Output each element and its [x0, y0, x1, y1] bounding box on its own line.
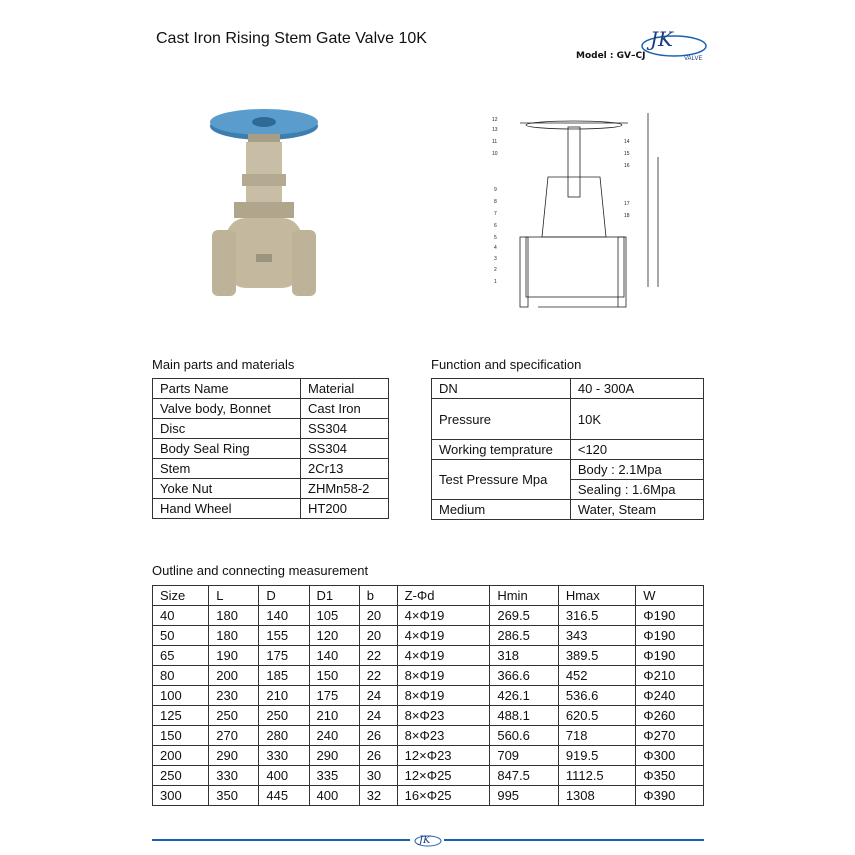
drawing-label: 18: [624, 213, 630, 219]
table-cell: 30: [359, 766, 397, 786]
table-cell: <120: [570, 440, 703, 460]
table-cell: Φ240: [636, 686, 704, 706]
table-cell: Valve body, Bonnet: [153, 399, 301, 419]
drawing-label: 5: [494, 235, 497, 241]
table-cell: 50: [153, 626, 209, 646]
table-cell: 290: [309, 746, 359, 766]
footer-logo-text: JK: [419, 835, 431, 846]
table-cell: 2Cr13: [301, 459, 389, 479]
header-cell: Z-Φd: [397, 586, 490, 606]
table-cell: 26: [359, 746, 397, 766]
drawing-label: 1: [494, 279, 497, 285]
table-row: [153, 439, 389, 459]
table-cell: 175: [309, 686, 359, 706]
table-cell: 8×Φ19: [397, 686, 490, 706]
header-cell: W: [636, 586, 704, 606]
table-cell: 8×Φ23: [397, 706, 490, 726]
table-cell: 140: [309, 646, 359, 666]
drawing-label: 13: [492, 127, 498, 133]
valve-photo: [196, 104, 331, 304]
table-cell: 4×Φ19: [397, 626, 490, 646]
table-cell: 250: [209, 706, 259, 726]
table-cell: 919.5: [558, 746, 635, 766]
table-cell: 250: [153, 766, 209, 786]
table-cell: 400: [259, 766, 309, 786]
table-cell: 24: [359, 686, 397, 706]
header-cell: Hmin: [490, 586, 558, 606]
table-cell: 426.1: [490, 686, 558, 706]
table-cell: 330: [209, 766, 259, 786]
table-cell: 26: [359, 726, 397, 746]
table-cell: 290: [209, 746, 259, 766]
table-cell: Φ210: [636, 666, 704, 686]
drawing-label: 6: [494, 223, 497, 229]
table-cell: SS304: [301, 439, 389, 459]
outline-table: [152, 585, 704, 806]
drawing-label: 9: [494, 187, 497, 193]
table-cell: Φ190: [636, 606, 704, 626]
table-row: [432, 440, 704, 460]
drawing-label: 12: [492, 117, 498, 123]
logo-text: JK: [650, 27, 673, 51]
table-cell: Φ300: [636, 746, 704, 766]
table-cell: Material: [301, 379, 389, 399]
table-cell: 343: [558, 626, 635, 646]
spec-table: [431, 378, 704, 520]
table-cell: Disc: [153, 419, 301, 439]
table-row: [153, 499, 389, 519]
table-cell: Water, Steam: [570, 500, 703, 520]
table-cell: 175: [259, 646, 309, 666]
table-cell: 488.1: [490, 706, 558, 726]
table-cell: 400: [309, 786, 359, 806]
table-row: [153, 379, 389, 399]
table-cell: 80: [153, 666, 209, 686]
table-cell: 8×Φ19: [397, 666, 490, 686]
table-cell: ZHMn58-2: [301, 479, 389, 499]
logo-sub: VALVE: [684, 56, 703, 62]
jk-valve-logo: [640, 24, 712, 64]
table-cell: Cast Iron: [301, 399, 389, 419]
header-cell: L: [209, 586, 259, 606]
table-cell: 445: [259, 786, 309, 806]
table-cell: 1308: [558, 786, 635, 806]
table-cell: 280: [259, 726, 309, 746]
table-row: [153, 706, 704, 726]
table-row: [153, 726, 704, 746]
table-cell: 452: [558, 666, 635, 686]
table-cell: Φ390: [636, 786, 704, 806]
table-cell: 240: [309, 726, 359, 746]
table-cell: 286.5: [490, 626, 558, 646]
table-cell: 4×Φ19: [397, 646, 490, 666]
table-cell: 709: [490, 746, 558, 766]
table-cell: Φ190: [636, 626, 704, 646]
table-cell: 995: [490, 786, 558, 806]
drawing-label: 2: [494, 267, 497, 273]
drawing-label: 16: [624, 163, 630, 169]
table-cell: 318: [490, 646, 558, 666]
page-title: Cast Iron Rising Stem Gate Valve 10K: [156, 30, 427, 47]
table-row: [153, 399, 389, 419]
table-row: [153, 626, 704, 646]
table-row: [153, 786, 704, 806]
table-cell: 20: [359, 606, 397, 626]
table-cell: Stem: [153, 459, 301, 479]
table-cell: Test Pressure Mpa: [432, 460, 571, 500]
header-cell: Size: [153, 586, 209, 606]
table-cell: 8×Φ23: [397, 726, 490, 746]
drawing-label: 15: [624, 151, 630, 157]
drawing-label: 10: [492, 151, 498, 157]
table-cell: 200: [153, 746, 209, 766]
table-row: [153, 766, 704, 786]
drawing-label: 17: [624, 201, 630, 207]
table-cell: 180: [209, 626, 259, 646]
table-cell: Medium: [432, 500, 571, 520]
table-cell: 32: [359, 786, 397, 806]
table-row: [153, 646, 704, 666]
table-cell: 65: [153, 646, 209, 666]
table-cell: 335: [309, 766, 359, 786]
table-cell: Φ190: [636, 646, 704, 666]
table-cell: 389.5: [558, 646, 635, 666]
table-cell: 125: [153, 706, 209, 726]
table-cell: 24: [359, 706, 397, 726]
table-cell: 200: [209, 666, 259, 686]
table-cell: HT200: [301, 499, 389, 519]
header-cell: b: [359, 586, 397, 606]
table-row: [153, 419, 389, 439]
drawing-label: 14: [624, 139, 630, 145]
table-row: [153, 459, 389, 479]
outline-caption: Outline and connecting measurement: [152, 563, 369, 578]
header-cell: D1: [309, 586, 359, 606]
model-number: Model : GV–CJ: [576, 51, 646, 61]
table-cell: Parts Name: [153, 379, 301, 399]
table-cell: Yoke Nut: [153, 479, 301, 499]
table-cell: Body Seal Ring: [153, 439, 301, 459]
table-cell: Φ270: [636, 726, 704, 746]
table-cell: 847.5: [490, 766, 558, 786]
footer-logo: [413, 830, 443, 850]
table-row: [432, 460, 704, 480]
table-cell: DN: [432, 379, 571, 399]
table-cell: Hand Wheel: [153, 499, 301, 519]
table-row: [432, 500, 704, 520]
table-cell: 536.6: [558, 686, 635, 706]
footer-line-left: [152, 839, 410, 841]
table-cell: 22: [359, 646, 397, 666]
table-cell: Φ350: [636, 766, 704, 786]
table-cell: 12×Φ23: [397, 746, 490, 766]
table-cell: 150: [309, 666, 359, 686]
table-cell: 560.6: [490, 726, 558, 746]
table-row: [432, 379, 704, 399]
table-cell: SS304: [301, 419, 389, 439]
table-cell: 230: [209, 686, 259, 706]
table-cell: Working temprature: [432, 440, 571, 460]
table-cell: 250: [259, 706, 309, 726]
footer-line-right: [444, 839, 704, 841]
table-cell: 16×Φ25: [397, 786, 490, 806]
table-row: [153, 686, 704, 706]
parts-caption: Main parts and materials: [152, 357, 295, 372]
table-cell: 366.6: [490, 666, 558, 686]
table-cell: Body : 2.1Mpa: [570, 460, 703, 480]
drawing-label: 8: [494, 199, 497, 205]
table-cell: 210: [309, 706, 359, 726]
table-cell: Pressure: [432, 399, 571, 440]
table-cell: 12×Φ25: [397, 766, 490, 786]
table-cell: 100: [153, 686, 209, 706]
table-cell: 620.5: [558, 706, 635, 726]
table-cell: 190: [209, 646, 259, 666]
table-cell: 40: [153, 606, 209, 626]
header-cell: D: [259, 586, 309, 606]
spec-caption: Function and specification: [431, 357, 582, 372]
table-row: [432, 399, 704, 440]
table-cell: 180: [209, 606, 259, 626]
table-cell: 120: [309, 626, 359, 646]
table-cell: 718: [558, 726, 635, 746]
table-cell: 269.5: [490, 606, 558, 626]
table-cell: 1112.5: [558, 766, 635, 786]
table-row: [153, 666, 704, 686]
valve-section-drawing: [478, 97, 678, 327]
table-cell: 20: [359, 626, 397, 646]
table-header-row: [153, 586, 704, 606]
table-cell: 40 - 300A: [570, 379, 703, 399]
drawing-label: 7: [494, 211, 497, 217]
drawing-label: 4: [494, 245, 497, 251]
table-cell: 105: [309, 606, 359, 626]
table-cell: 270: [209, 726, 259, 746]
table-cell: 350: [209, 786, 259, 806]
table-cell: 330: [259, 746, 309, 766]
table-row: [153, 606, 704, 626]
table-cell: 155: [259, 626, 309, 646]
drawing-label: 11: [492, 139, 498, 145]
table-cell: 22: [359, 666, 397, 686]
header-cell: Hmax: [558, 586, 635, 606]
table-cell: 185: [259, 666, 309, 686]
table-cell: 316.5: [558, 606, 635, 626]
table-cell: 150: [153, 726, 209, 746]
table-row: [153, 746, 704, 766]
table-cell: 10K: [570, 399, 703, 440]
table-row: [153, 479, 389, 499]
table-cell: Sealing : 1.6Mpa: [570, 480, 703, 500]
parts-table: [152, 378, 389, 519]
table-cell: 4×Φ19: [397, 606, 490, 626]
drawing-label: 3: [494, 256, 497, 262]
table-cell: 140: [259, 606, 309, 626]
table-cell: Φ260: [636, 706, 704, 726]
table-cell: 300: [153, 786, 209, 806]
table-cell: 210: [259, 686, 309, 706]
